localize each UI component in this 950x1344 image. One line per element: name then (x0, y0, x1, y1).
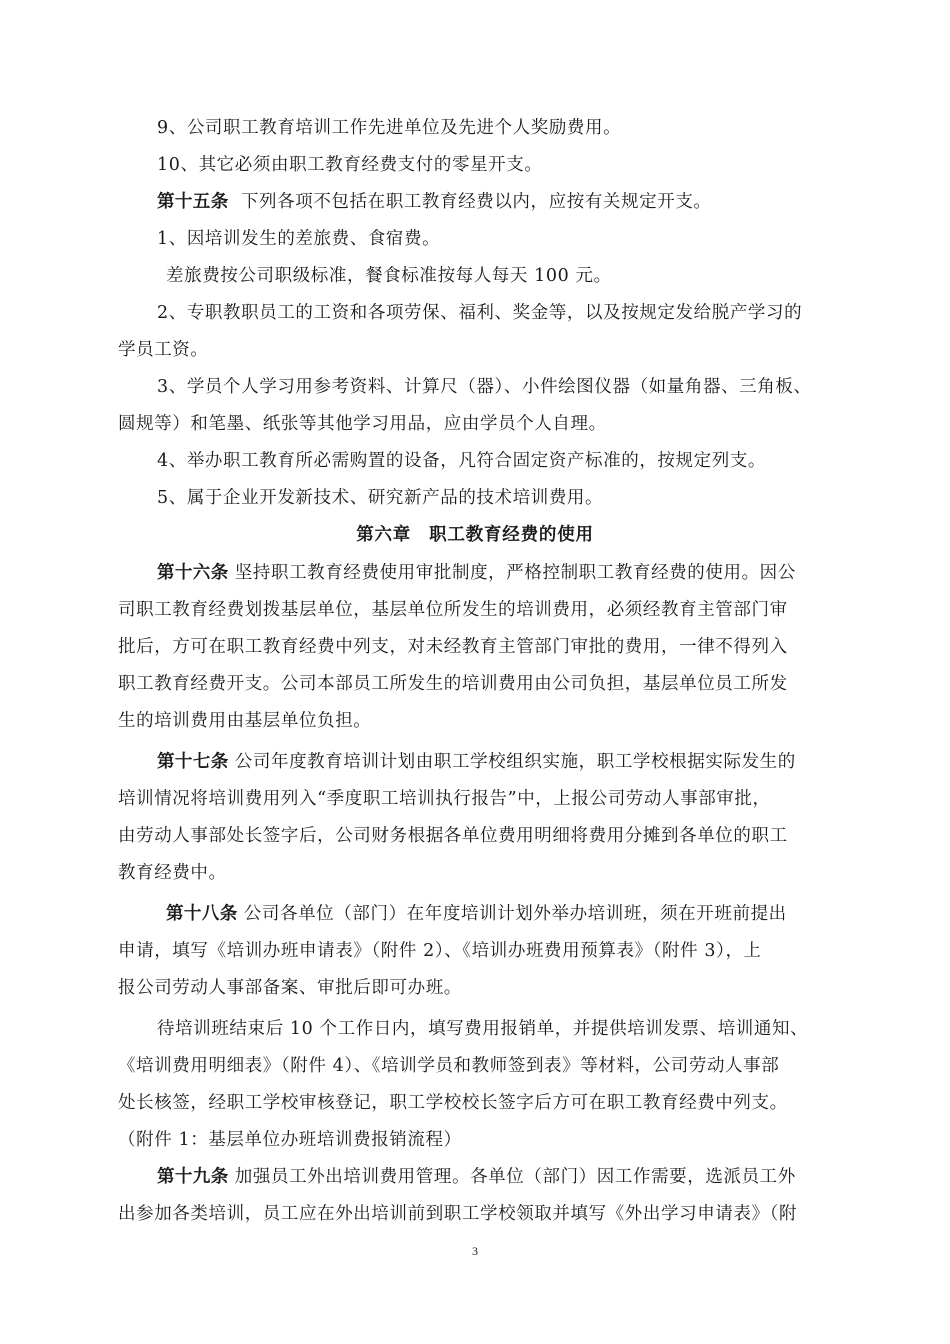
paragraph-line: 待培训班结束后 10 个工作日内，填写费用报销单，并提供培训发票、培训通知、 (157, 1019, 809, 1039)
article-text: 下列各项不包括在职工教育经费以内，应按有关规定开支。 (240, 192, 712, 212)
chapter-number: 第六章 (356, 525, 412, 545)
article-label: 第十五条 (157, 192, 229, 212)
paragraph-line: 出参加各类培训，员工应在外出培训前到职工学校领取并填写《外出学习申请表》（附 (118, 1204, 798, 1224)
article-text: 公司年度教育培训计划由职工学校组织实施，职工学校根据实际发生的 (234, 752, 796, 772)
list-item: 2、专职教职员工的工资和各项劳保、福利、奖金等，以及按规定发给脱产学习的 (157, 303, 803, 323)
article-18-paragraph (166, 901, 838, 927)
paragraph-line: 培训情况将培训费用列入“季度职工培训执行报告”中，上报公司劳动人事部审批， (118, 789, 771, 809)
paragraph-line: 申请，填写《培训办班申请表》（附件 2）、《培训办班费用预算表》（附件 3），上 (118, 941, 762, 961)
chapter-title: 职工教育经费的使用 (429, 525, 594, 545)
paragraph-line: 批后，方可在职工教育经费中列支，对未经教育主管部门审批的费用，一律不得列入 (118, 637, 788, 657)
article-label: 第十九条 (157, 1167, 229, 1187)
paragraph-line: 司职工教育经费划拨基层单位，基层单位所发生的培训费用，必须经教育主管部门审 (118, 600, 788, 620)
list-item: 1、因培训发生的差旅费、食宿费。 (157, 229, 441, 249)
list-item-continuation: 学员工资。 (118, 340, 209, 360)
chapter-heading (0, 522, 950, 548)
paragraph-line: 由劳动人事部处长签字后，公司财务根据各单位费用明细将费用分摊到各单位的职工 (118, 826, 788, 846)
list-item-continuation: 圆规等）和笔墨、纸张等其他学习用品，应由学员个人自理。 (118, 414, 607, 434)
paragraph-line: 处长核签，经职工学校审核登记，职工学校校长签字后方可在职工教育经费中列支。 (118, 1093, 788, 1113)
article-label: 第十六条 (157, 563, 229, 583)
article-text: 加强员工外出培训费用管理。各单位（部门）因工作需要，选派员工外 (234, 1167, 796, 1187)
article-text: 坚持职工教育经费使用审批制度，严格控制职工教育经费的使用。因公 (234, 563, 796, 583)
article-label: 第十八条 (166, 904, 238, 924)
article-17-paragraph (157, 749, 838, 775)
article-text: 公司各单位（部门）在年度培训计划外举办培训班，须在开班前提出 (243, 904, 787, 924)
article-16-paragraph (157, 560, 838, 586)
paragraph-line: 教育经费中。 (118, 863, 227, 883)
paragraph-line: 职工教育经费开支。公司本部员工所发生的培训费用由公司负担，基层单位员工所发 (118, 674, 788, 694)
note-line: 差旅费按公司职级标准，餐食标准按每人每天 100 元。 (166, 266, 612, 286)
page-number: 3 (472, 1244, 478, 1258)
paragraph-line: 《培训费用明细表》（附件 4）、《培训学员和教师签到表》等材料，公司劳动人事部 (118, 1056, 780, 1076)
list-item: 3、学员个人学习用参考资料、计算尺（器）、小件绘图仪器（如量角器、三角板、 (157, 377, 812, 397)
list-item: 10、其它必须由职工教育经费支付的零星开支。 (157, 155, 543, 175)
paragraph-line: 报公司劳动人事部备案、审批后即可办班。 (118, 978, 462, 998)
paragraph-line: 生的培训费用由基层单位负担。 (118, 711, 372, 731)
list-item: 5、属于企业开发新技术、研究新产品的技术培训费用。 (157, 488, 604, 508)
attachment-note: （附件 1：基层单位办班培训费报销流程） (118, 1130, 462, 1150)
article-19-paragraph (157, 1164, 838, 1190)
article-15-paragraph (157, 189, 838, 215)
article-label: 第十七条 (157, 752, 229, 772)
list-item: 9、公司职工教育培训工作先进单位及先进个人奖励费用。 (157, 118, 622, 138)
list-item: 4、举办职工教育所必需购置的设备，凡符合固定资产标准的，按规定列支。 (157, 451, 767, 471)
